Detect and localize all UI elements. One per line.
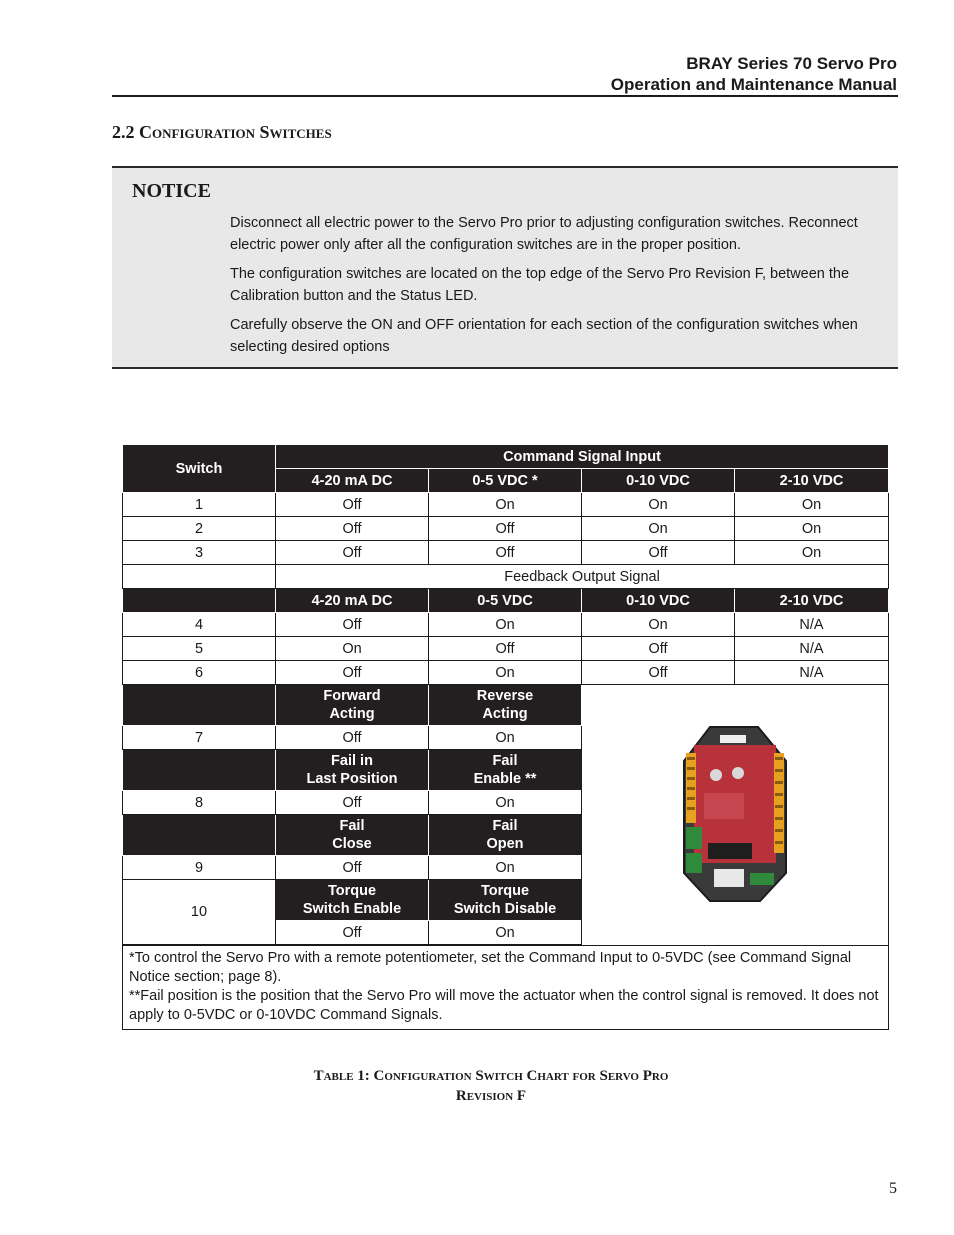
table-caption: [0, 1066, 954, 1106]
option-label: Last Position: [306, 771, 398, 787]
table-cell: Off: [276, 613, 429, 637]
page-number: 5: [889, 1180, 897, 1197]
option-label: Torque: [480, 883, 530, 899]
option-label: Torque: [327, 883, 377, 899]
table-row: [123, 445, 889, 469]
table-cell: Off: [429, 541, 582, 565]
table-row: [123, 493, 889, 517]
feedback-output-header: Feedback Output Signal: [276, 565, 889, 589]
table-cell: On: [582, 613, 735, 637]
table-cell: N/A: [735, 637, 889, 661]
option-header: [429, 685, 582, 726]
table-cell: Off: [276, 541, 429, 565]
option-label: Enable **: [473, 771, 537, 787]
table-cell: On: [735, 517, 889, 541]
option-label: Acting: [482, 706, 528, 722]
notice-title: NOTICE: [132, 180, 211, 202]
table-cell: On: [735, 493, 889, 517]
table-cell: Off: [429, 517, 582, 541]
table-row: [123, 685, 889, 726]
table-cell: Off: [429, 637, 582, 661]
table-cell: Off: [276, 791, 429, 815]
servo-board-image-cell: [582, 685, 889, 946]
table-cell: Off: [582, 541, 735, 565]
table-cell: On: [582, 493, 735, 517]
notice-paragraph: Disconnect all electric power to the Servo Pro prior to adjusting configuration switches. Reconnect electric power only after all the configuration switches are in the proper position.: [230, 215, 858, 253]
option-header: [276, 815, 429, 856]
option-header: [276, 685, 429, 726]
table-cell: Off: [276, 856, 429, 880]
switch-number: 5: [123, 637, 276, 661]
command-signal-header: Command Signal Input: [276, 445, 889, 469]
empty-header-cell: [123, 750, 276, 791]
switch-number: 6: [123, 661, 276, 685]
table-cell: N/A: [735, 613, 889, 637]
table-row: [123, 637, 889, 661]
table-cell: Off: [276, 726, 429, 750]
table-row: [123, 589, 889, 613]
table-cell: On: [276, 637, 429, 661]
option-header: [429, 880, 582, 921]
table-row: [123, 517, 889, 541]
section-title: 2.2 Configuration Switches: [112, 122, 332, 142]
table-cell: On: [429, 493, 582, 517]
table-cell: On: [429, 921, 582, 945]
table-cell: N/A: [735, 661, 889, 685]
switch-number: 4: [123, 613, 276, 637]
table-cell: On: [429, 856, 582, 880]
option-header: [276, 750, 429, 791]
caption-line: Revision F: [455, 1088, 527, 1104]
column-header: 4-20 mA DC: [276, 589, 429, 613]
configuration-switch-table: [122, 444, 889, 1030]
table-cell: On: [429, 661, 582, 685]
table-cell: On: [735, 541, 889, 565]
table-row: [123, 565, 889, 589]
table-cell: On: [429, 726, 582, 750]
caption-line: Table 1: Configuration Switch Chart for Servo Pro: [313, 1068, 669, 1084]
option-header: [276, 880, 429, 921]
table-cell: Off: [582, 637, 735, 661]
option-label: Open: [486, 836, 524, 852]
notice-paragraph: The configuration switches are located on the top edge of the Servo Pro Revision F, between the Calibration button and the Status LED.: [230, 266, 850, 304]
table-notes: [123, 946, 889, 1030]
switch-header: Switch: [123, 445, 276, 493]
option-label: Fail in: [331, 753, 373, 769]
switch-number: 7: [123, 726, 276, 750]
empty-cell: [123, 565, 276, 589]
table-row: [123, 946, 889, 1030]
header-rule: [112, 95, 898, 97]
empty-header-cell: [123, 815, 276, 856]
table-cell: Off: [276, 661, 429, 685]
option-label: Fail: [492, 818, 518, 834]
option-label: Switch Enable: [302, 901, 402, 917]
option-label: Acting: [329, 706, 375, 722]
table-cell: Off: [276, 921, 429, 945]
servo-board-image: [680, 723, 790, 903]
empty-header-cell: [123, 685, 276, 726]
table-row: [123, 613, 889, 637]
table-cell: Off: [276, 493, 429, 517]
document-header: [611, 53, 897, 95]
switch-number: 2: [123, 517, 276, 541]
column-header: 0-10 VDC: [582, 469, 735, 493]
column-header: 0-10 VDC: [582, 589, 735, 613]
switch-number: 10: [123, 880, 276, 945]
column-header: 2-10 VDC: [735, 589, 889, 613]
switch-number: 8: [123, 791, 276, 815]
option-label: Reverse: [476, 688, 534, 704]
column-header: 0-5 VDC: [429, 589, 582, 613]
empty-header-cell: [123, 589, 276, 613]
table-cell: Off: [582, 661, 735, 685]
column-header: 4-20 mA DC: [276, 469, 429, 493]
switch-number: 1: [123, 493, 276, 517]
notice-body: [230, 212, 894, 365]
table-cell: On: [429, 791, 582, 815]
option-label: Fail: [339, 818, 365, 834]
switch-number: 9: [123, 856, 276, 880]
notice-box: [112, 166, 898, 369]
option-label: Close: [332, 836, 372, 852]
option-label: Forward: [323, 688, 381, 704]
table-row: [123, 661, 889, 685]
table-cell: On: [582, 517, 735, 541]
table-note: *To control the Servo Pro with a remote potentiometer, set the Command Input to 0-5VDC (see Command Signal Notice section; page 8).: [129, 950, 852, 985]
switch-number: 3: [123, 541, 276, 565]
column-header: 2-10 VDC: [735, 469, 889, 493]
header-title: BRAY Series 70 Servo Pro: [686, 54, 897, 73]
option-label: Switch Disable: [453, 901, 557, 917]
option-header: [429, 815, 582, 856]
option-label: Fail: [492, 753, 518, 769]
table-row: [123, 541, 889, 565]
table-cell: Off: [276, 517, 429, 541]
notice-paragraph: Carefully observe the ON and OFF orientation for each section of the configuration switches when selecting desired options: [230, 317, 858, 355]
table-cell: On: [429, 613, 582, 637]
header-subtitle: Operation and Maintenance Manual: [610, 75, 897, 94]
column-header: 0-5 VDC *: [429, 469, 582, 493]
option-header: [429, 750, 582, 791]
table-note: **Fail position is the position that the Servo Pro will move the actuator when the control signal is removed. It does not apply to 0-5VDC or 0-10VDC Command Signals.: [129, 988, 879, 1023]
